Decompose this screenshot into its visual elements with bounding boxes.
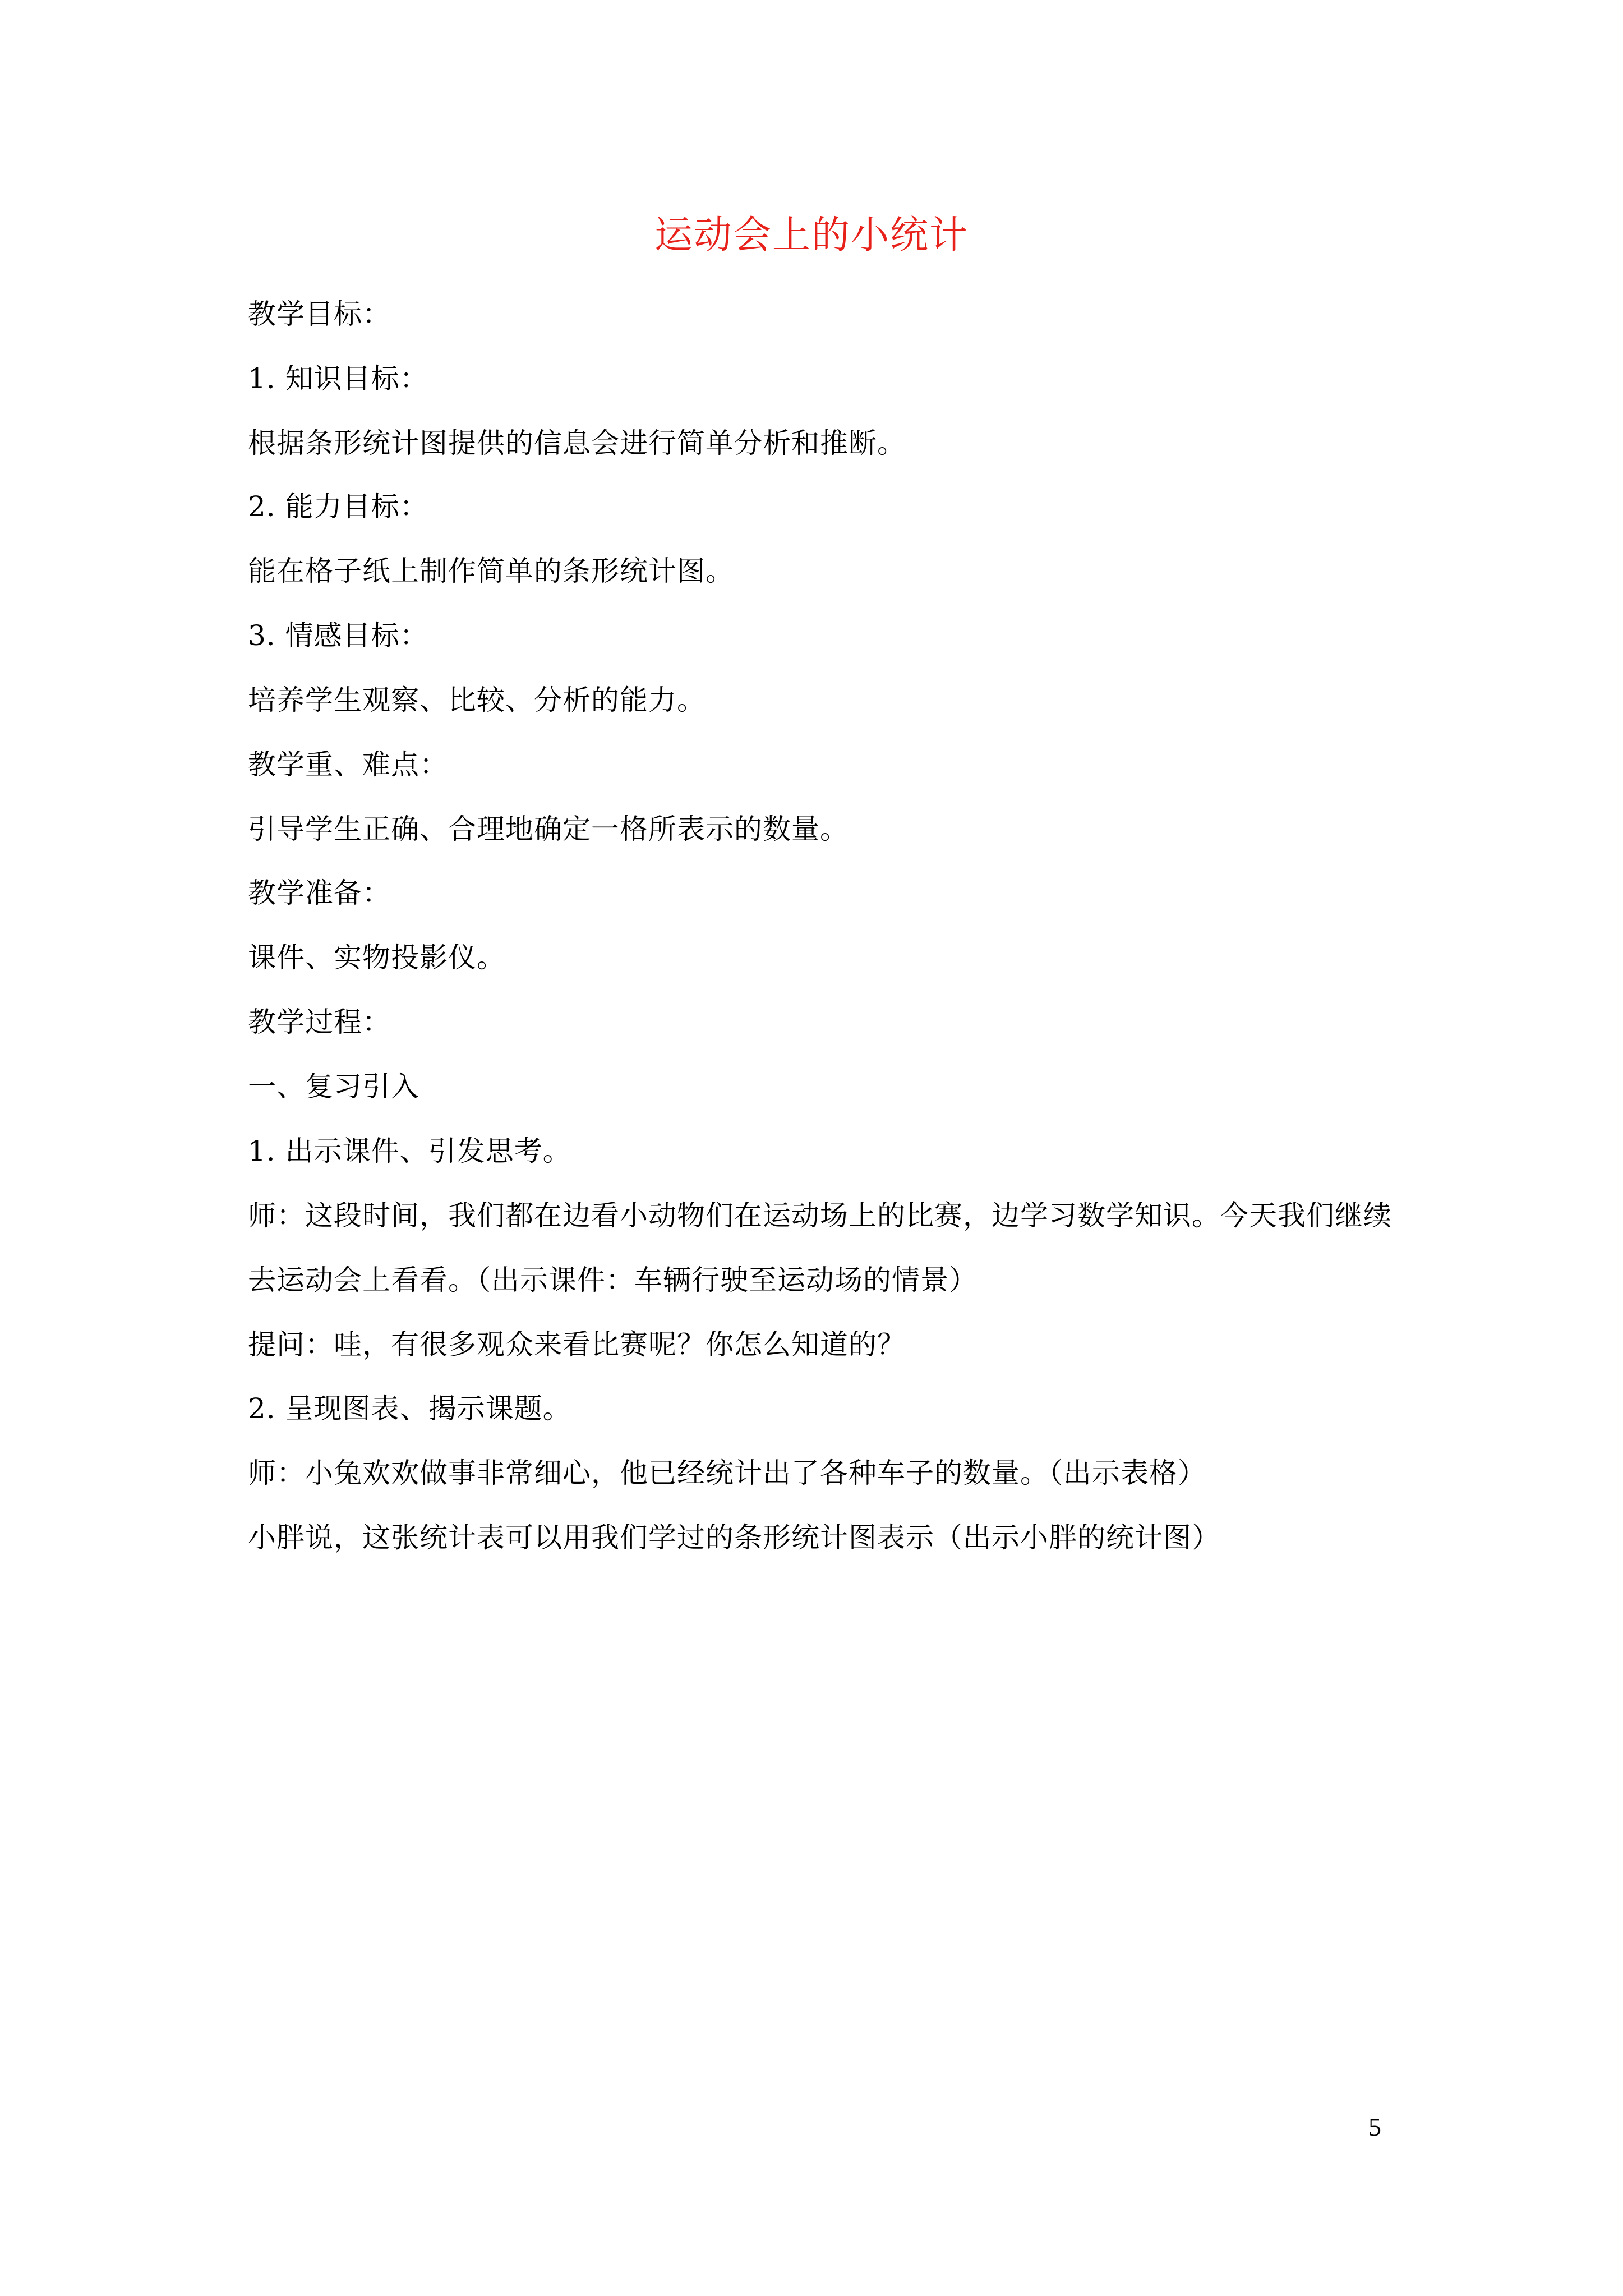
text-line: 一、复习引入: [248, 1070, 419, 1103]
text-line: 培养学生观察、比较、分析的能力。: [248, 684, 706, 716]
text-line: 教学重、难点：: [248, 748, 448, 781]
text-line: 师：这段时间，我们都在边看小动物们在运动场上的比赛，边学习数学知识。今天我们继续: [248, 1199, 1392, 1232]
text-line: 能在格子纸上制作简单的条形统计图。: [248, 555, 734, 587]
text-line: 引导学生正确、合理地确定一格所表示的数量。: [248, 813, 849, 845]
text-line: 根据条形统计图提供的信息会进行简单分析和推断。: [248, 427, 906, 459]
text-line: 去运动会上看看。（出示课件：车辆行驶至运动场的情景）: [248, 1264, 978, 1296]
text-line: 2. 能力目标：: [248, 490, 428, 523]
text-line: 2. 呈现图表、揭示课题。: [248, 1392, 571, 1425]
text-line: 3. 情感目标：: [248, 619, 428, 652]
text-line: 课件、实物投影仪。: [248, 941, 505, 974]
text-line: 提问：哇，有很多观众来看比赛呢？你怎么知道的？: [248, 1328, 906, 1361]
page-number: 5: [1368, 2113, 1381, 2141]
text-line: 教学目标：: [248, 298, 391, 330]
text-line: 1. 出示课件、引发思考。: [248, 1135, 571, 1167]
text-line: 师：小兔欢欢做事非常细心，他已经统计出了各种车子的数量。（出示表格）: [248, 1457, 1206, 1489]
text-line: 教学准备：: [248, 877, 391, 909]
text-line: 1. 知识目标：: [248, 362, 428, 395]
text-line: 小胖说，这张统计表可以用我们学过的条形统计图表示（出示小胖的统计图）: [248, 1521, 1220, 1554]
document-title: 运动会上的小统计: [654, 213, 969, 257]
text-line: 教学过程：: [248, 1006, 391, 1038]
